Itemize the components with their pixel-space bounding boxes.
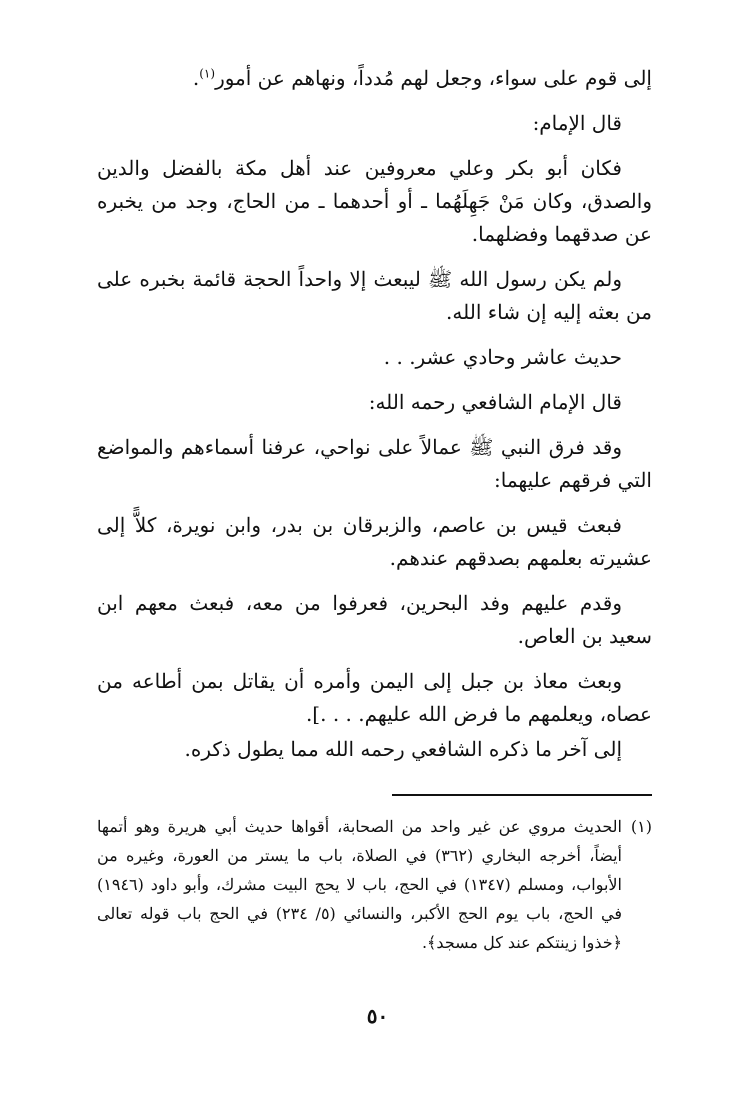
footnote-divider bbox=[392, 794, 652, 796]
footnote-marker[interactable]: (١) bbox=[199, 66, 216, 81]
paragraph-2: قال الإمام: bbox=[532, 111, 622, 135]
paragraph-5: حديث عاشر وحادي عشر. . . bbox=[383, 345, 622, 369]
main-text bbox=[97, 62, 652, 778]
paragraph-7: وقد فرق النبي ﷺ عمالاً على نواحي، عرفنا أسماءهم والمواضع التي فرقهم عليهما: bbox=[97, 435, 652, 492]
paragraph-1: إلى قوم على سواء، وجعل لهم مُدداً، ونهاهم عن أمور$^{(١)}$. bbox=[192, 66, 652, 90]
footnote-text: الحديث مروي عن غير واحد من الصحابة، أقواها حديث أبي هريرة وهو أتمها أيضاً، أخرجه البخاري (٣٦٢) في الصلاة، باب ما يستر من العورة، وغيره من الأبواب، ومسلم (١٣٤٧) في الحج، باب لا يحج البيت مشرك، وأبو داود (١٩٤٦) في الحج، باب يوم الحج الأكبر، والنسائي (٥/ ٢٣٤) في الحج باب قوله تعالى ﴿خذوا زينتكم عند كل مسجد﴾. bbox=[97, 817, 623, 952]
footnotes bbox=[97, 812, 652, 957]
paragraph-4: ولم يكن رسول الله ﷺ ليبعث إلا واحداً الحجة قائمة بخبره على من بعثه إليه إن شاء الله. bbox=[97, 267, 652, 324]
paragraph-11: إلى آخر ما ذكره الشافعي رحمه الله مما يطول ذكره. bbox=[184, 737, 622, 761]
paragraph-6: قال الإمام الشافعي رحمه الله: bbox=[368, 390, 622, 414]
footnote-1 bbox=[97, 812, 652, 957]
paragraph-8: فبعث قيس بن عاصم، والزبرقان بن بدر، وابن نويرة، كلاًّ إلى عشيرته بعلمهم بصدقهم عندهم. bbox=[97, 513, 652, 570]
paragraph-9: وقدم عليهم وفد البحرين، فعرفوا من معه، فبعث معهم ابن سعيد بن العاص. bbox=[97, 591, 652, 648]
paragraph-3: فكان أبو بكر وعلي معروفين عند أهل مكة بالفضل والدين والصدق، وكان مَنْ جَهِلَهُما ـ أو أحدهما ـ من الحاج، وجد من يخبره عن صدقهما وفضلهما. bbox=[97, 156, 652, 246]
footnote-number: (١) bbox=[630, 817, 652, 836]
paragraph-10: وبعث معاذ بن جبل إلى اليمن وأمره أن يقاتل بمن أطاعه من عصاه، ويعلمهم ما فرض الله عليهم. . . .]. bbox=[97, 669, 652, 726]
page-number: ٥٠ bbox=[366, 1004, 389, 1028]
